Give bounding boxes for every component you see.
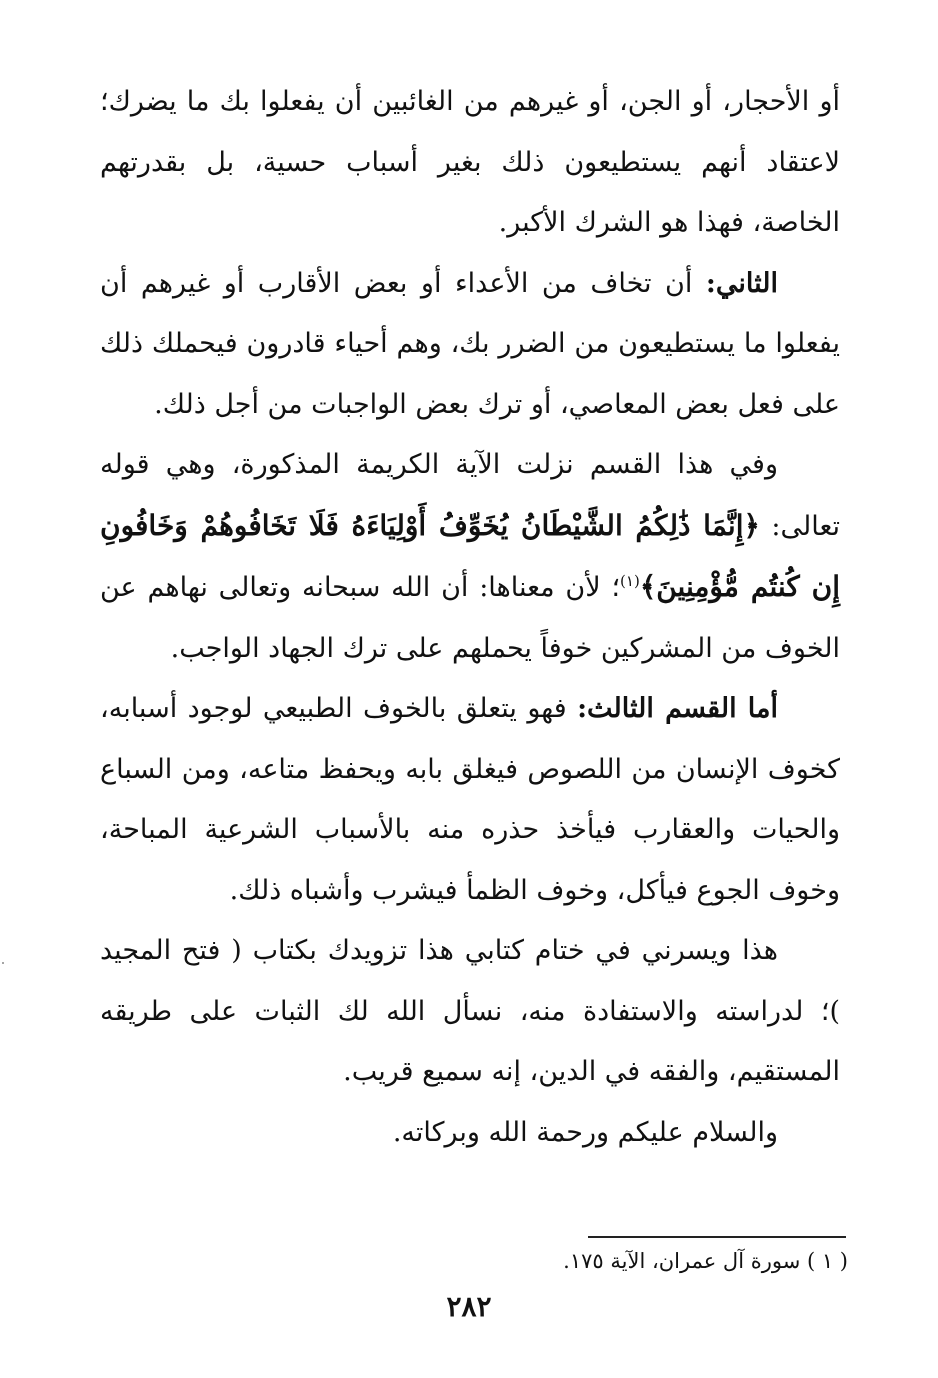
paragraph-4 bbox=[100, 679, 840, 921]
paragraph-5 bbox=[100, 921, 840, 1103]
paragraph-3 bbox=[100, 435, 840, 679]
paragraph-1-text: أو الأحجار، أو الجن، أو غيرهم من الغائبين أن يفعلوا بك ما يضرك؛ لاعتقاد أنهم يستطيعون ذلك بغير أسباب حسية، بل بقدرتهم الخاصة، فهذا هو الشرك الأكبر. bbox=[100, 86, 840, 238]
main-text bbox=[100, 72, 840, 1163]
quran-verse: ﴿إِنَّمَا ذَٰلِكُمُ الشَّيْطَانُ يُخَوِّفُ أَوْلِيَاءَهُ فَلَا تَخَافُوهُمْ وَخَافُونِ إِن كُنتُم مُّؤْمِنِينَ﴾ bbox=[100, 508, 841, 603]
paragraph-2-text: أن تخاف من الأعداء أو بعض الأقارب أو غيرهم أن يفعلوا ما يستطيعون من الضرر بك، وهم أحياء قادرون فيحملك ذلك على فعل بعض المعاصي، أو ترك بعض الواجبات من أجل ذلك. bbox=[100, 267, 840, 420]
paragraph-4-lead: أما القسم الثالث: bbox=[577, 693, 779, 724]
page-number: ٢٨٢ bbox=[446, 1290, 492, 1323]
paragraph-3-intro: وفي هذا القسم نزلت الآية الكريمة المذكورة، وهي قوله تعالى: bbox=[100, 449, 840, 542]
paragraph-3-text: ؛ لأن معناها: أن الله سبحانه وتعالى نهاهم عن الخوف من المشركين خوفاً يحملهم على ترك الجهاد الواجب. bbox=[100, 572, 840, 664]
footnote: ( ١ ) سورة آل عمران، الآية ١٧٥. bbox=[563, 1249, 848, 1273]
paragraph-4-text: فهو يتعلق بالخوف الطبيعي لوجود أسبابه، كخوف الإنسان من اللصوص فيغلق بابه ويحفظ متاعه، ومن السباع والحيات والعقارب فيأخذ حذره منه بالأسباب الشرعية المباحة، وخوف الجوع فيأكل، وخوف الظمأ فيشرب وأشباه ذلك. bbox=[100, 693, 840, 906]
footnote-reference: (١) bbox=[620, 572, 640, 590]
paragraph-2-lead: الثاني: bbox=[705, 267, 778, 299]
paragraph-2 bbox=[100, 254, 840, 436]
paragraph-5-text: هذا ويسرني في ختام كتابي هذا تزويدك بكتاب ( فتح المجيد )؛ لدراسته والاستفادة منه، نسأل الله لك الثبات على طريقه المستقيم، والفقه في الدين، إنه سميع قريب. bbox=[100, 935, 840, 1087]
closing-salutation: والسلام عليكم ورحمة الله وبركاته. bbox=[392, 1116, 778, 1148]
footnote-divider bbox=[588, 1236, 846, 1238]
margin-dot bbox=[2, 962, 4, 964]
paragraph-1 bbox=[100, 72, 840, 254]
